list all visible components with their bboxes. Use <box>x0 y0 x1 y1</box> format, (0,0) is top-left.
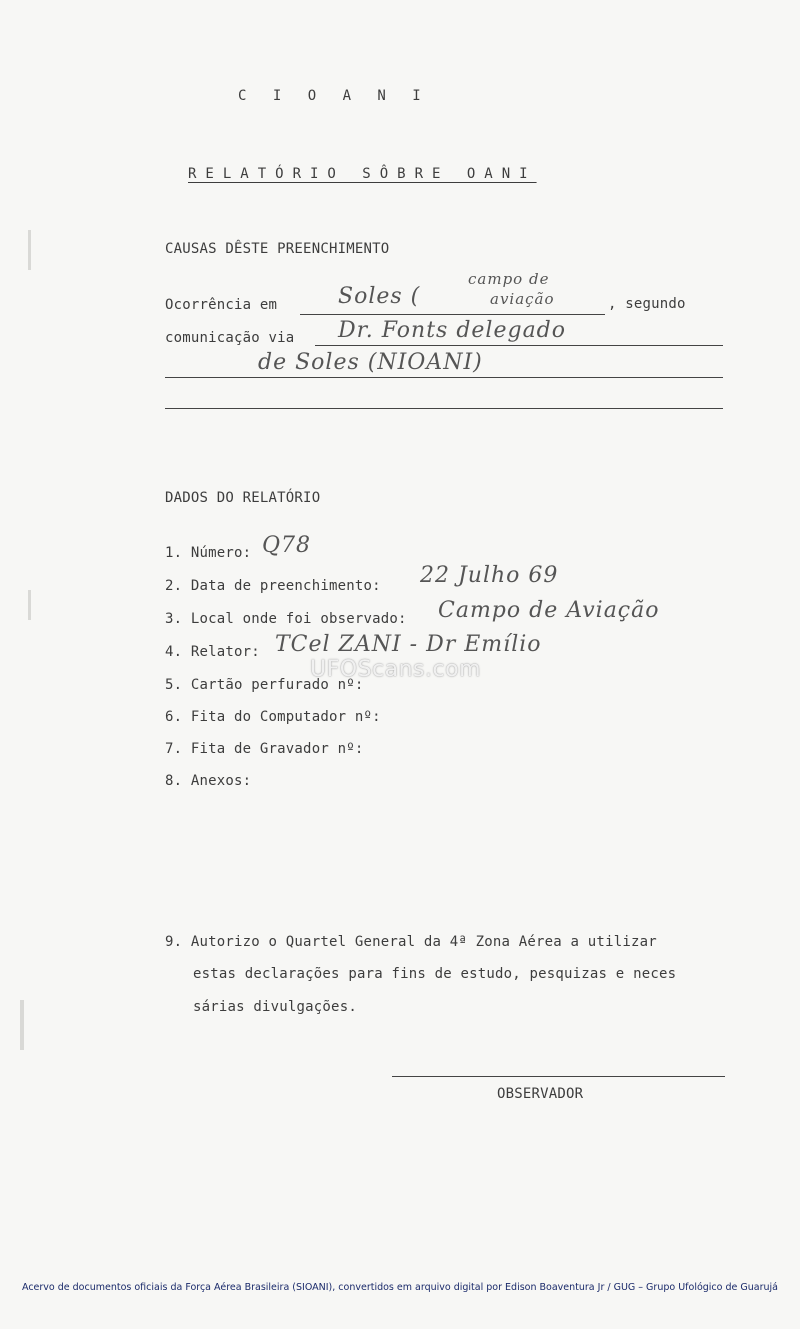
item-label: 2. Data de preenchimento: <box>165 578 381 594</box>
item-value: TCel ZANI - Dr Emílio <box>275 632 542 657</box>
item-label: 5. Cartão perfurado nº: <box>165 677 364 693</box>
item-label: 6. Fita do Computador nº: <box>165 709 381 725</box>
communication-value-2: de Soles (NIOANI) <box>258 350 483 375</box>
org-heading: C I O A N I <box>238 88 430 104</box>
item-value: Q78 <box>262 533 312 558</box>
blank-line-2 <box>165 408 723 409</box>
authorization-line-3: sárias divulgações. <box>193 999 357 1015</box>
communication-value: Dr. Fonts delegado <box>338 318 567 343</box>
item-label: 3. Local onde foi observado: <box>165 611 407 627</box>
archive-footer: Acervo de documentos oficiais da Força Aérea Brasileira (SIOANI), convertidos em arquivo digital por Edison Boaventura Jr / GUG – Grupo Ufológico de Guarujá <box>22 1282 778 1293</box>
scan-mark <box>28 230 31 270</box>
signature-label: OBSERVADOR <box>497 1086 584 1102</box>
communication-line <box>315 345 723 346</box>
item-value: 22 Julho 69 <box>420 563 559 588</box>
item-label: 8. Anexos: <box>165 773 252 789</box>
report-title: RELATÓRIO SÔBRE OANI <box>188 166 537 182</box>
occurrence-label: Ocorrência em <box>165 297 278 313</box>
signature-line <box>392 1076 725 1077</box>
occurrence-note-top: campo de <box>468 270 550 288</box>
after-label: , segundo <box>608 296 686 312</box>
authorization-line-2: estas declarações para fins de estudo, pesquizas e neces <box>193 966 677 982</box>
report-heading: DADOS DO RELATÓRIO <box>165 490 321 506</box>
scan-mark <box>28 590 31 620</box>
item-label: 1. Número: <box>165 545 252 561</box>
item-value: Campo de Aviação <box>438 598 660 623</box>
scan-mark <box>20 1000 24 1050</box>
item-label: 4. Relator: <box>165 644 260 660</box>
item-label: 7. Fita de Gravador nº: <box>165 741 364 757</box>
communication-label: comunicação via <box>165 330 295 346</box>
causes-heading: CAUSAS DÊSTE PREENCHIMENTO <box>165 241 390 257</box>
blank-line-1 <box>165 377 723 378</box>
occurrence-line <box>300 314 605 315</box>
occurrence-value: Soles ( <box>338 284 421 309</box>
occurrence-note-bottom: aviação <box>490 290 555 308</box>
watermark-text: UFOScans.com <box>310 657 481 682</box>
authorization-line-1: 9. Autorizo o Quartel General da 4ª Zona Aérea a utilizar <box>165 934 657 950</box>
